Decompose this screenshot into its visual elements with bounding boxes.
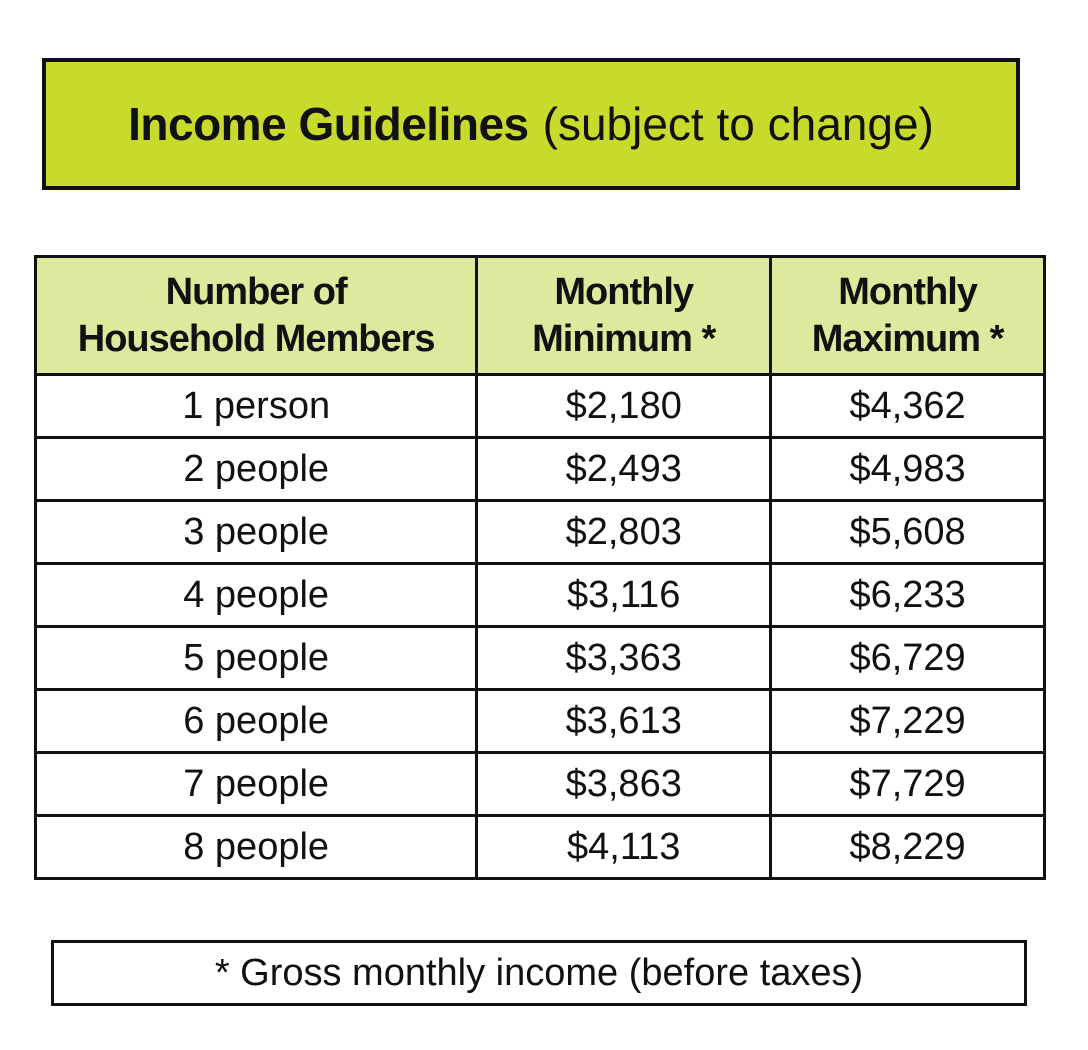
column-header-line: Minimum * — [532, 317, 716, 360]
column-header-line: Monthly — [554, 270, 694, 313]
table-row — [36, 753, 1045, 816]
table-row — [36, 501, 1045, 564]
household-size-cell: 8 people — [36, 816, 477, 879]
household-size-cell: 6 people — [36, 690, 477, 753]
monthly-minimum-cell: $2,803 — [477, 501, 771, 564]
column-header-line: Household Members — [77, 317, 435, 360]
column-header-minimum — [477, 257, 771, 375]
table-row — [36, 564, 1045, 627]
table-row — [36, 816, 1045, 879]
column-header-line: Monthly — [838, 270, 977, 313]
monthly-minimum-cell: $2,493 — [477, 438, 771, 501]
monthly-maximum-cell: $5,608 — [771, 501, 1045, 564]
monthly-minimum-cell: $3,363 — [477, 627, 771, 690]
monthly-maximum-cell: $6,729 — [771, 627, 1045, 690]
monthly-minimum-cell: $3,116 — [477, 564, 771, 627]
page-title: Income Guidelines — [128, 98, 529, 150]
page-subtitle: (subject to change) — [542, 98, 934, 150]
monthly-maximum-cell: $4,362 — [771, 375, 1045, 438]
monthly-maximum-cell: $6,233 — [771, 564, 1045, 627]
column-header-household — [36, 257, 477, 375]
household-size-cell: 1 person — [36, 375, 477, 438]
household-size-cell: 4 people — [36, 564, 477, 627]
monthly-maximum-cell: $8,229 — [771, 816, 1045, 879]
monthly-minimum-cell: $3,863 — [477, 753, 771, 816]
table-row — [36, 375, 1045, 438]
monthly-minimum-cell: $3,613 — [477, 690, 771, 753]
household-size-cell: 5 people — [36, 627, 477, 690]
footnote-text: * Gross monthly income (before taxes) — [214, 951, 864, 994]
monthly-maximum-cell: $7,729 — [771, 753, 1045, 816]
household-size-cell: 7 people — [36, 753, 477, 816]
household-size-cell: 3 people — [36, 501, 477, 564]
monthly-maximum-cell: $4,983 — [771, 438, 1045, 501]
column-header-line: Number of — [165, 270, 347, 313]
table-row — [36, 438, 1045, 501]
table-row — [36, 690, 1045, 753]
title-banner — [42, 58, 1020, 190]
table-row — [36, 627, 1045, 690]
footnote-box — [51, 940, 1027, 1006]
column-header-maximum — [771, 257, 1045, 375]
monthly-minimum-cell: $4,113 — [477, 816, 771, 879]
household-size-cell: 2 people — [36, 438, 477, 501]
monthly-minimum-cell: $2,180 — [477, 375, 771, 438]
column-header-line: Maximum * — [811, 317, 1004, 360]
income-guidelines-table — [34, 255, 1046, 880]
table-header-row — [36, 257, 1045, 375]
monthly-maximum-cell: $7,229 — [771, 690, 1045, 753]
